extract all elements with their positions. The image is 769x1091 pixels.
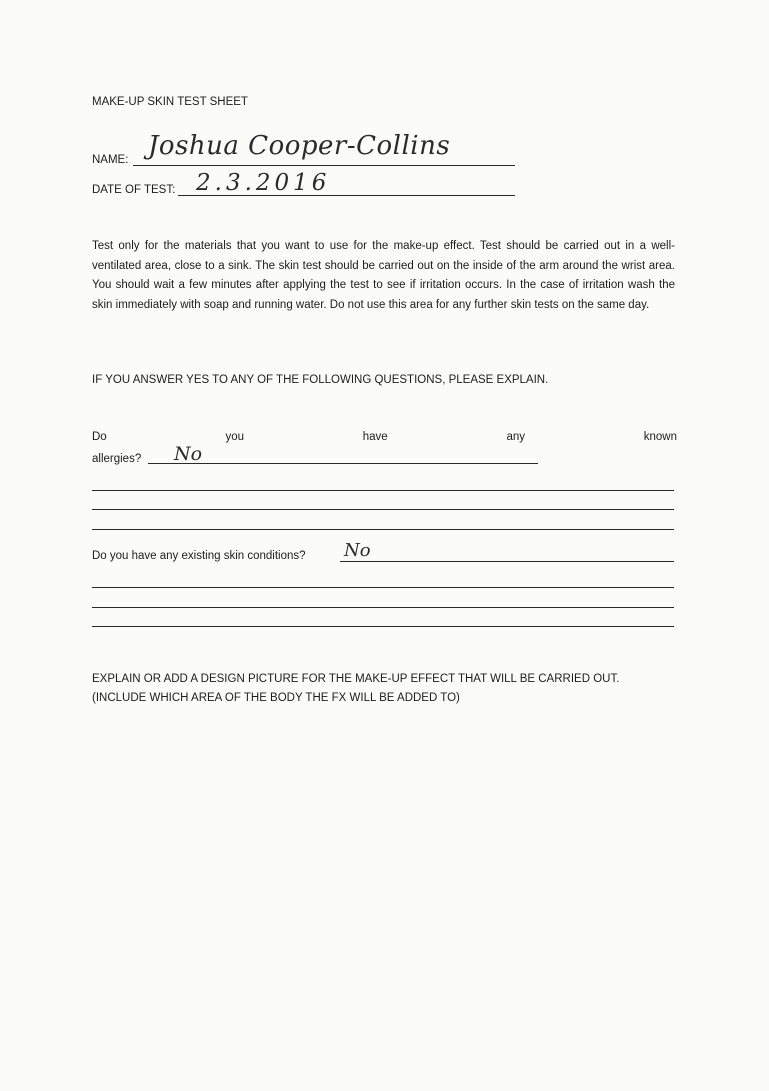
skin-extra-line <box>92 587 674 588</box>
name-line <box>133 165 515 166</box>
date-label: DATE OF TEST: <box>92 184 176 196</box>
sheet-title: MAKE-UP SKIN TEST SHEET <box>92 96 248 108</box>
allergy-extra-line <box>92 490 674 491</box>
skin-answer-handwriting: No <box>344 540 371 561</box>
allergy-extra-line <box>92 509 674 510</box>
allergy-question: Do you have any known <box>92 431 677 443</box>
design-instructions <box>92 670 619 708</box>
design-line-2: (INCLUDE WHICH AREA OF THE BODY THE FX WILL BE ADDED TO) <box>92 692 460 704</box>
design-line-1: EXPLAIN OR ADD A DESIGN PICTURE FOR THE MAKE-UP EFFECT THAT WILL BE CARRIED OUT. <box>92 673 620 685</box>
skin-question: Do you have any existing skin conditions? <box>92 550 306 562</box>
allergy-extra-line <box>92 529 674 530</box>
name-handwriting: Joshua Cooper-Collins <box>148 131 451 161</box>
allergy-answer-handwriting: No <box>174 443 203 465</box>
skin-answer-line <box>340 561 674 562</box>
questions-heading: IF YOU ANSWER YES TO ANY OF THE FOLLOWING QUESTIONS, PLEASE EXPLAIN. <box>92 374 549 386</box>
instructions-text: Test only for the materials that you want to use for the make-up effect. Test should be carried out in a well-ventilated area, close to a sink. The skin test should be carried out on the inside of the arm around the wrist area. You should wait a few minutes after applying the test to see if irritation occurs. In the case of irritation wash the skin immediately with soap and running water. Do not use this area for any further skin tests on the same day. <box>92 240 675 311</box>
date-handwriting: 2.3.2016 <box>196 170 331 196</box>
skin-extra-line <box>92 607 674 608</box>
skin-extra-line <box>92 626 674 627</box>
name-label: NAME: <box>92 154 129 166</box>
allergy-question-cont: allergies? <box>92 453 142 465</box>
allergy-answer-line <box>148 463 538 464</box>
